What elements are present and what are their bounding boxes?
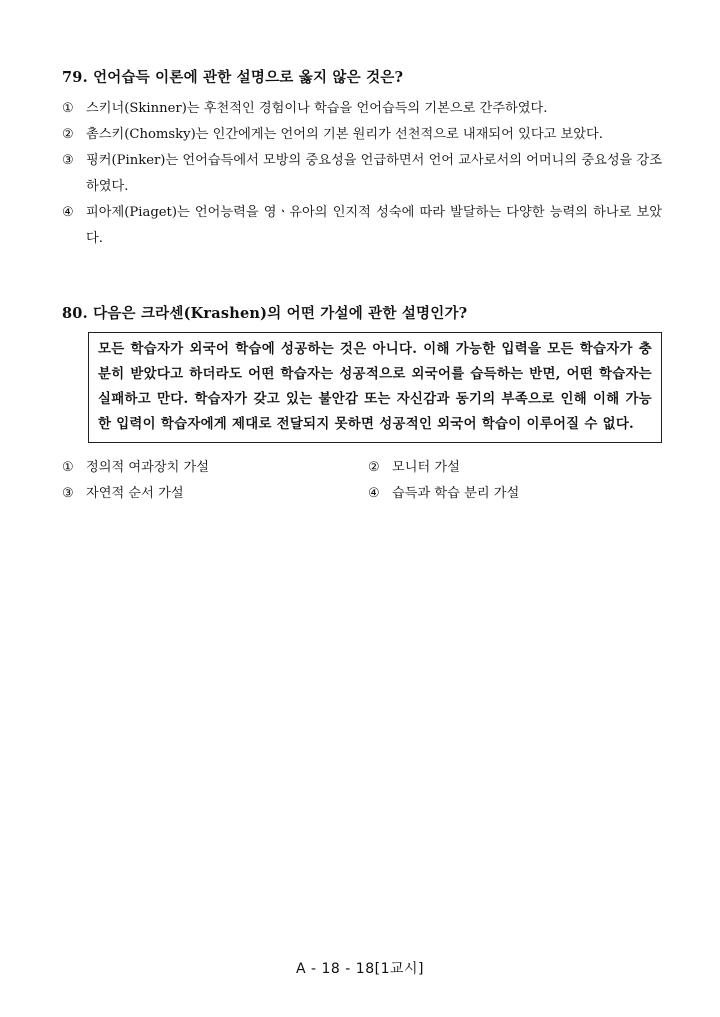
option-text: 촘스키(Chomsky)는 인간에게는 언어의 기본 원리가 선천적으로 내재되어 있다고 보았다. bbox=[86, 127, 603, 142]
q80-option-1[interactable] bbox=[62, 455, 368, 481]
q79-option-3[interactable] bbox=[62, 148, 662, 200]
q79-option-2[interactable] bbox=[62, 122, 662, 148]
question-80-title: 80. 다음은 크라센(Krashen)의 어떤 가설에 관한 설명인가? bbox=[62, 305, 468, 322]
question-80 bbox=[62, 304, 662, 507]
q80-option-4[interactable] bbox=[368, 481, 662, 507]
option-number: ① bbox=[62, 101, 74, 116]
option-number: ④ bbox=[62, 205, 74, 220]
option-text: 핑커(Pinker)는 언어습득에서 모방의 중요성을 언급하면서 언어 교사로서의 어머니의 중요성을 강조하였다. bbox=[86, 153, 662, 194]
option-text: 스키너(Skinner)는 후천적인 경험이나 학습을 언어습득의 기본으로 간주하였다. bbox=[86, 101, 548, 116]
page-footer: A - 18 - 18[1교시] bbox=[296, 961, 424, 977]
option-text: 자연적 순서 가설 bbox=[86, 486, 184, 501]
option-number: ② bbox=[62, 127, 74, 142]
question-79 bbox=[62, 68, 662, 252]
q79-option-4[interactable] bbox=[62, 200, 662, 252]
option-text: 습득과 학습 분리 가설 bbox=[392, 486, 520, 501]
option-number: ③ bbox=[62, 486, 74, 501]
option-text: 피아제(Piaget)는 언어능력을 영ㆍ유아의 인지적 성숙에 따라 발달하는 다양한 능력의 하나로 보았다. bbox=[86, 205, 662, 246]
option-number: ④ bbox=[368, 486, 380, 501]
q79-option-1[interactable] bbox=[62, 96, 662, 122]
q80-option-2[interactable] bbox=[368, 455, 662, 481]
option-number: ② bbox=[368, 460, 380, 475]
option-text: 모니터 가설 bbox=[392, 460, 460, 475]
option-number: ① bbox=[62, 460, 74, 475]
question-79-title: 79. 언어습득 이론에 관한 설명으로 옳지 않은 것은? bbox=[62, 69, 404, 86]
passage-box: 모든 학습자가 외국어 학습에 성공하는 것은 아니다. 이해 가능한 입력을 모든 학습자가 충분히 받았다고 하더라도 어떤 학습자는 성공적으로 외국어를 습득하는 반면, 어떤 학습자는 실패하고 만다. 학습자가 갖고 있는 불안감 또는 자신감과 동기의 부족으로 인해 이해 가능한 입력이 학습자에게 제대로 전달되지 못하면 성공적인 외국어 학습이 이루어질 수 없다. bbox=[88, 332, 662, 443]
q80-option-3[interactable] bbox=[62, 481, 368, 507]
q80-options bbox=[62, 455, 662, 507]
option-text: 정의적 여과장치 가설 bbox=[86, 460, 210, 475]
option-number: ③ bbox=[62, 153, 74, 168]
